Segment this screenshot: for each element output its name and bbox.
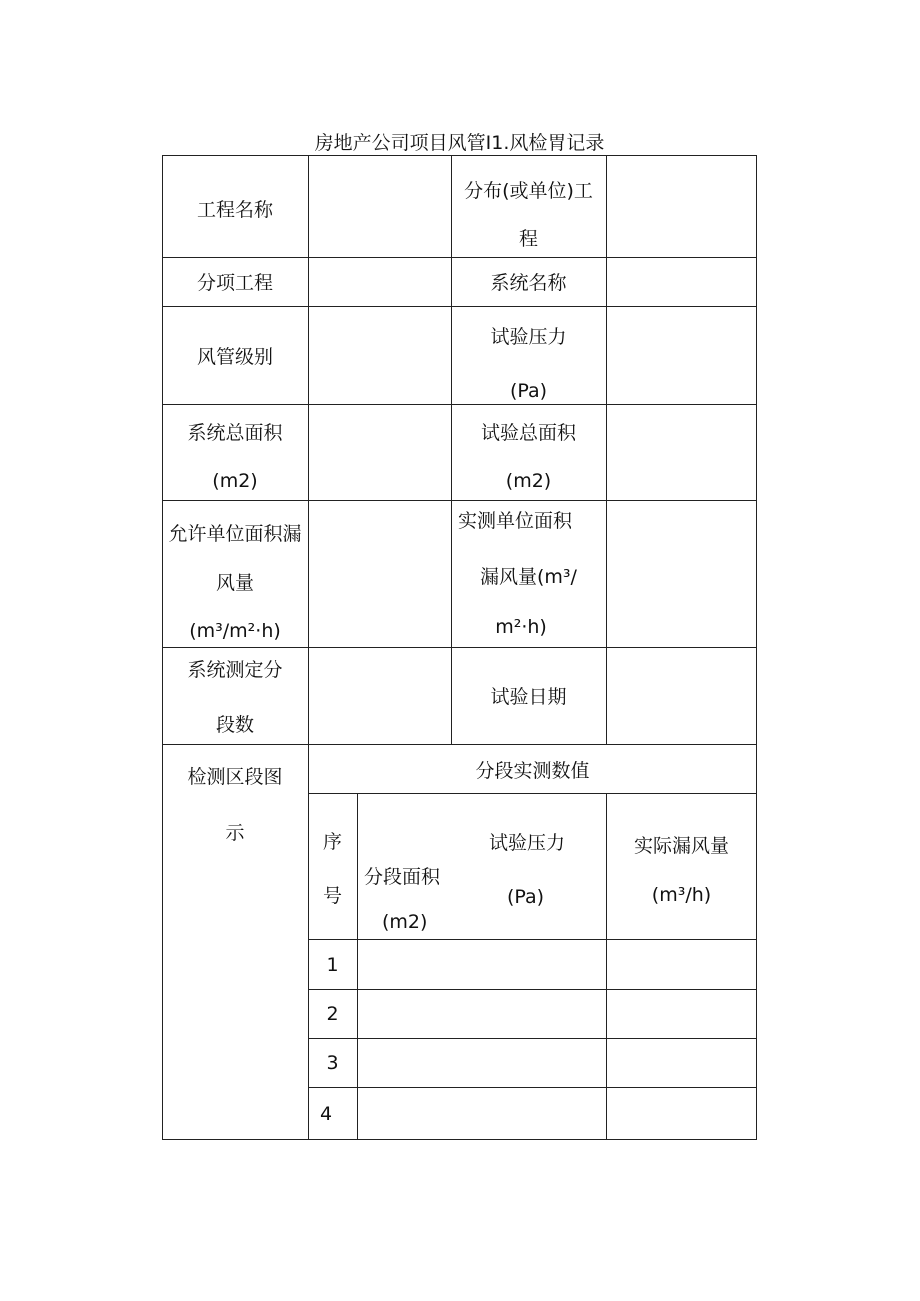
total-area-label: 系统总面积 [187,422,283,444]
test-date-value[interactable] [607,648,755,743]
segment-pressure-unit: (Pa) [507,886,545,908]
segment-row-number: 3 [326,1052,339,1074]
table-border-right [756,155,757,1140]
division-label-line2: 程 [518,228,538,250]
project-name-label: 工程名称 [196,199,273,221]
col-divider [357,793,358,1140]
measured-leak-unit: m²·h) [495,616,547,638]
duct-level-label: 风管级别 [196,346,273,368]
diagram-area[interactable] [163,745,307,1138]
sub-item-value[interactable] [309,258,450,305]
test-pressure-label: 试验压力 [490,326,567,348]
allowed-leak-unit: (m³/m²·h) [189,620,281,642]
measured-leak-value[interactable] [607,501,755,646]
system-name-label: 系统名称 [490,272,567,294]
segment-row-number: 4 [320,1103,333,1125]
row-divider [308,1038,757,1039]
segment-area-header: 分段面积 [364,866,441,888]
allowed-leak-label-line1: 允许单位面积漏 [168,523,302,545]
segment-row-number: 1 [326,954,339,976]
test-total-area-label: 试验总面积 [480,422,576,444]
test-date-label: 试验日期 [490,686,567,708]
segment-pressure-header: 试验压力 [489,832,566,854]
actual-leak-unit: (m³/h) [651,884,712,906]
measured-leak-label-line1: 实测单位面积 [457,510,572,532]
row-divider [308,1087,757,1088]
seq-col-header-line1: 序 [322,831,342,853]
division-value[interactable] [607,156,755,256]
row-divider [308,989,757,990]
page-title: 房地产公司项目风管I1.风检胃记录 [314,132,605,154]
project-name-value[interactable] [309,156,450,256]
duct-level-value[interactable] [309,307,450,403]
test-total-area-value[interactable] [607,405,755,499]
inspection-record-table [162,155,757,1140]
segment-area-unit: (m2) [382,911,428,933]
division-label-line1: 分布(或单位)工 [464,180,593,202]
test-pressure-value[interactable] [607,307,755,403]
segment-count-value[interactable] [309,648,450,743]
segment-count-label-line2: 段数 [215,714,254,736]
total-area-value[interactable] [309,405,450,499]
system-name-value[interactable] [607,258,755,305]
seq-col-header-line2: 号 [322,885,342,907]
diagram-label-line1: 检测区段图 [187,766,283,788]
segment-values-header: 分段实测数值 [475,760,590,782]
diagram-label-line2: 示 [225,822,245,844]
segment-count-label-line1: 系统测定分 [187,659,283,681]
measured-leak-label-line2: 漏风量(m³/ [480,566,577,588]
test-total-area-unit: (m2) [505,470,552,492]
row-divider [308,793,757,794]
segment-row-number: 2 [326,1003,339,1025]
actual-leak-header: 实际漏风量 [633,835,729,857]
table-border-bottom [162,1139,757,1140]
row-divider [308,939,757,940]
sub-item-label: 分项工程 [196,272,273,294]
total-area-unit: (m2) [212,470,258,492]
allowed-leak-value[interactable] [309,501,450,646]
test-pressure-unit: (Pa) [509,380,548,402]
allowed-leak-label-line2: 风量 [215,572,254,594]
